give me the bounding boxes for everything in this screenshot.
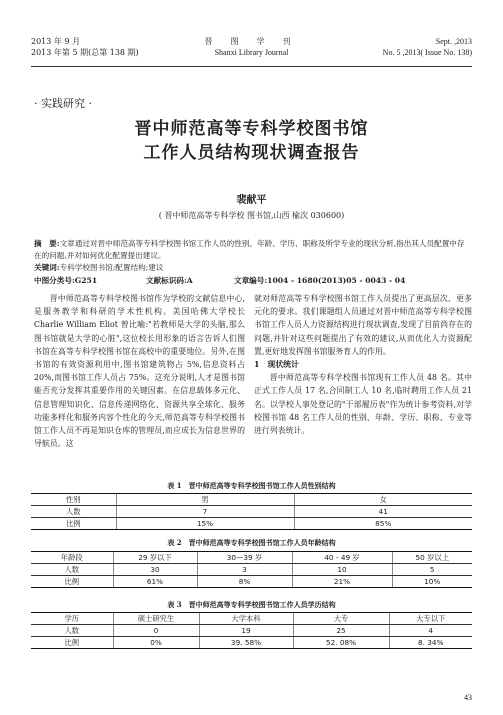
table-cell: 人数 <box>31 506 116 518</box>
table3-education <box>31 612 472 649</box>
table2-caption: 表 2 晋中师范高等专科学校图书馆工作人员年龄结构 <box>167 538 336 547</box>
table-cell: 50 岁以上 <box>392 552 472 564</box>
header-date-en: Sept. ,2013 <box>435 37 472 46</box>
table-cell: 人数 <box>31 625 113 637</box>
table-cell: 85% <box>294 518 472 530</box>
table-cell: 41 <box>294 506 472 518</box>
table-row <box>31 518 472 530</box>
body-left-column <box>34 292 245 450</box>
table-cell: 10% <box>392 576 472 588</box>
keywords-label: 关键词: <box>34 263 60 272</box>
abstract-text: 文章通过对晋中师范高等专科学校图书馆工作人员的性别、年龄、学历、职称及所学专业的现状分析,指出其人员配置中存在的问题,并对如何优化配置提出建议。 <box>34 239 465 260</box>
table-cell: 学历 <box>31 613 113 625</box>
table-cell: 年龄段 <box>31 552 113 564</box>
table3-caption: 表 3 晋中师范高等专科学校图书馆工作人员学历结构 <box>167 600 336 609</box>
body-paragraph: 晋中师范高等专科学校图书馆作为学校的文献信息中心,是服务教学和科研的学术性机构。美国哈佛大学校长 Charlie William Eliot 曾比喻:"若教师是大学的头脑,那么图书馆就是大学的心脏",这位校长用形象的语言告诉人们图书馆在高等专科学校图书馆在高校中的重要地位。另外,在图书馆的有效资源利用中,图书馆建筑物占 5%,信息资料占 20%,而图书馆工作人员占 75%。这充分说明,人才是图书馆能否充分发挥其重要作用的关键因素。在信息载体多元化、信息管理知识化、信息传递网络化、资源共享全球化、服务功能多样化和服务内容个性化的今天,师范高等专科学校图书馆工作人员不再是知识仓库的管理员,而应成长为信息世界的导航员。这 <box>34 294 245 449</box>
table-cell: 人数 <box>31 564 113 576</box>
keywords <box>34 262 472 274</box>
table-cell: 大学本科 <box>199 613 293 625</box>
table-cell: 5 <box>392 564 472 576</box>
title-line-2: 工作人员结构现状调查报告 <box>143 143 360 163</box>
header-date: 2013 年 9 月 <box>31 37 81 46</box>
table-row <box>31 576 472 588</box>
table-cell: 39. 58% <box>199 637 293 649</box>
table-cell: 21% <box>292 576 392 588</box>
body-paragraph: 晋中师范高等专科学校图书馆现有工作人员 48 名。其中正式工作人员 17 名,合同制工人 10 名,临时聘用工作人员 21 名。以学校人事处登记的"干部履历表"作为统计参考资料,对学校图书馆 48 名工作人员的性别、年龄、学历、职称、专业等进行列表统计。 <box>254 373 472 436</box>
table-cell: 40 - 49 岁 <box>292 552 392 564</box>
table-cell: 61% <box>113 576 197 588</box>
table-cell: 30—39 岁 <box>197 552 292 564</box>
table-row <box>31 506 472 518</box>
header-rule <box>31 66 472 67</box>
body-right-column <box>254 292 472 437</box>
keywords-text: 专科学校图书馆;配置结构;建议 <box>59 263 164 272</box>
table-cell: 8. 34% <box>389 637 472 649</box>
table-row <box>31 494 472 506</box>
abstract-label: 摘 要: <box>34 239 60 248</box>
section-label: · 实践研究 · <box>34 97 92 110</box>
header-issue: 2013 年第 5 期(总第 138 期) <box>31 48 139 57</box>
journal-name: 晋 图 学 刊 <box>204 37 299 46</box>
page-number: 43 <box>464 693 472 702</box>
article-title <box>0 117 503 165</box>
affiliation: ( 晋中师范高等专科学校 图书馆,山西 榆次 030600) <box>158 211 345 220</box>
table-cell: 25 <box>293 625 389 637</box>
table-cell: 大专以下 <box>389 613 472 625</box>
table-cell: 硕士研究生 <box>113 613 199 625</box>
title-line-1: 晋中师范高等专科学校图书馆 <box>134 119 369 139</box>
abstract-block <box>34 238 472 274</box>
table-row <box>31 625 472 637</box>
section-heading: 1 现状统计 <box>254 360 299 370</box>
table-cell: 30 <box>113 564 197 576</box>
table-cell: 4 <box>389 625 472 637</box>
table-row <box>31 552 472 564</box>
table-cell: 性别 <box>31 494 116 506</box>
table-row <box>31 613 472 625</box>
table1-caption: 表 1 晋中师范高等专科学校图书馆工作人员性别结构 <box>167 481 336 490</box>
table-cell: 7 <box>116 506 294 518</box>
clc-number: 中图分类号:G251 <box>34 276 98 285</box>
header-right <box>383 36 472 58</box>
table-cell: 比例 <box>31 576 113 588</box>
article-number: 文章编号:1004 - 1680(2013)05 - 0043 - 04 <box>234 276 406 285</box>
table-cell: 52. 08% <box>293 637 389 649</box>
table-cell: 10 <box>292 564 392 576</box>
table-cell: 15% <box>116 518 294 530</box>
author: 裴献平 <box>236 195 267 206</box>
table-cell: 比例 <box>31 518 116 530</box>
table-cell: 29 岁以下 <box>113 552 197 564</box>
table-cell: 比例 <box>31 637 113 649</box>
journal-name-en: Shanxi Library Journal <box>214 48 289 57</box>
body-paragraph: 就对师范高等专科学校图书馆工作人员提出了更高层次、更多元化的要求。我们课题组人员通过对晋中师范高等专科学校图书馆工作人员人力资源结构进行现状调查,发现了目前尚存在的问题,并针对这些问题提出了有效的建议,从而优化人力资源配置,更好地发挥图书馆服务育人的作用。 <box>254 294 472 356</box>
table-cell: 大专 <box>293 613 389 625</box>
table-row <box>31 637 472 649</box>
abstract <box>34 238 472 262</box>
document-code: 文献标识码:A <box>146 276 193 285</box>
table-row <box>31 564 472 576</box>
journal-header <box>31 36 472 66</box>
table-cell: 8% <box>197 576 292 588</box>
table2-age <box>31 551 472 588</box>
table-cell: 19 <box>199 625 293 637</box>
table1-gender <box>31 493 472 530</box>
table-cell: 3 <box>197 564 292 576</box>
table-cell: 0 <box>113 625 199 637</box>
header-issue-en: No. 5 ,2013( Issue No. 138) <box>382 48 472 57</box>
table-cell: 男 <box>116 494 294 506</box>
table-cell: 0% <box>113 637 199 649</box>
table-cell: 女 <box>294 494 472 506</box>
